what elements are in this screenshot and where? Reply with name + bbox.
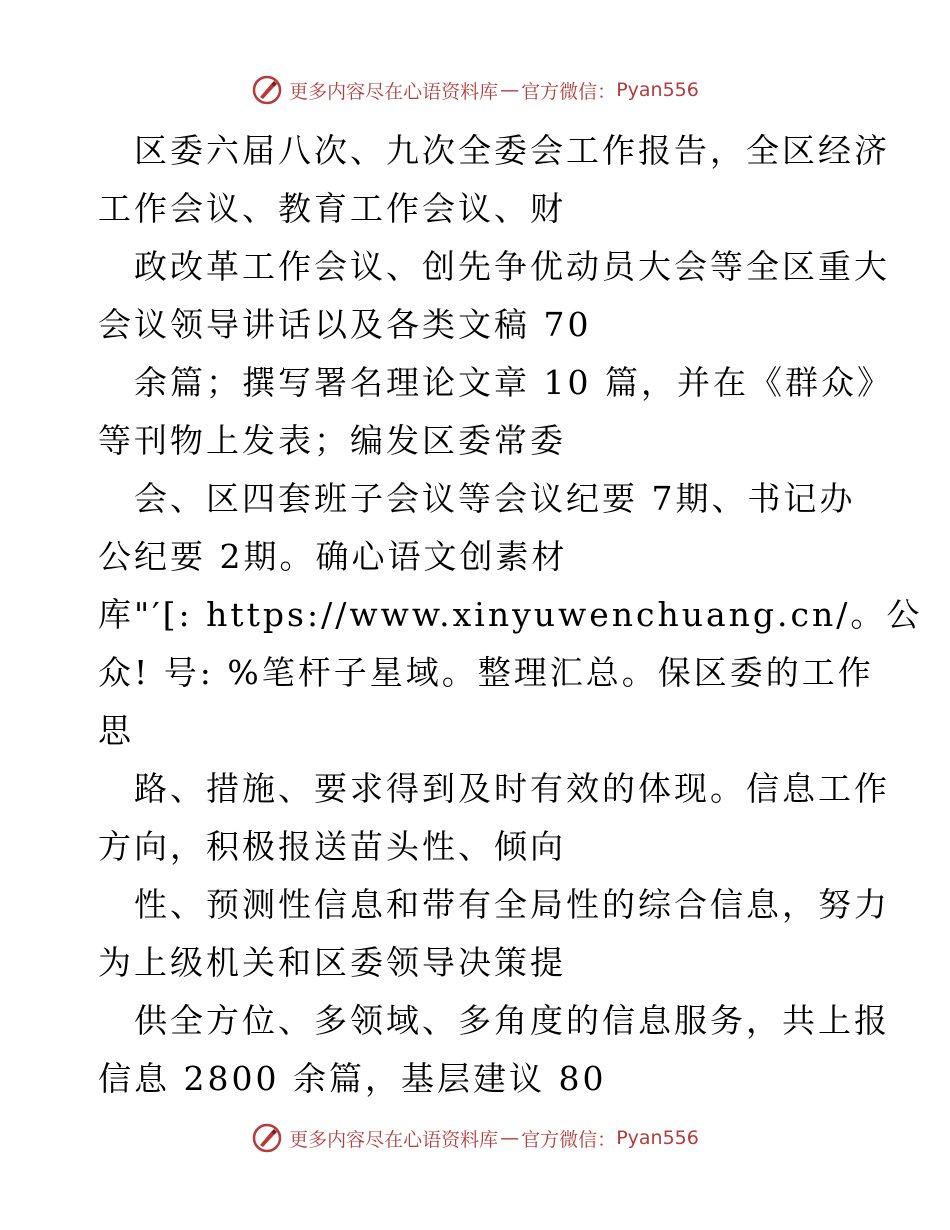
text-line-4: 会议领导讲话以及各类文稿 70 — [98, 305, 592, 344]
text-line-2: 工作会议、教育工作会议、财 — [98, 189, 566, 228]
text-line-16: 供全方位、多领域、多角度的信息服务，共上报 — [134, 1001, 890, 1040]
header-watermark — [0, 70, 950, 110]
pen-logo-icon — [251, 74, 283, 106]
watermark-separator: — — [500, 1127, 520, 1149]
watermark-wechat-id: Pyan556 — [616, 79, 699, 101]
text-line-12: 路、措施、要求得到及时有效的体现。信息工作 — [134, 769, 890, 808]
watermark-separator: — — [500, 79, 520, 101]
text-line-3: 政改革工作会议、创先争优动员大会等全区重大 — [134, 247, 890, 286]
watermark-main-text: 更多内容尽在心语资料库 — [289, 80, 499, 103]
document-body — [98, 122, 923, 1108]
text-line-14: 性、预测性信息和带有全局性的综合信息，努力 — [134, 885, 890, 924]
watermark-wechat-id: Pyan556 — [616, 1127, 699, 1149]
watermark-wechat-label: 官方微信： — [521, 80, 617, 103]
text-line-15: 为上级机关和区委领导决策提 — [98, 943, 566, 982]
text-line-13: 方向，积极报送苗头性、倾向 — [98, 827, 566, 866]
footer-watermark — [0, 1118, 950, 1158]
text-line-7: 会、区四套班子会议等会议纪要 7期、书记办 — [134, 479, 856, 518]
watermark-wechat-label: 官方微信： — [521, 1128, 617, 1151]
text-line-9: 库"′[: https://www.xinyuwenchuang.cn/。公 — [98, 595, 923, 634]
text-line-1: 区委六届八次、九次全委会工作报告，全区经济 — [134, 131, 890, 170]
text-line-11: 思 — [98, 711, 134, 750]
text-line-5: 余篇；撰写署名理论文章 10 篇，并在《群众》 — [134, 363, 893, 402]
watermark-main-text: 更多内容尽在心语资料库 — [289, 1128, 499, 1151]
pen-logo-icon — [251, 1122, 283, 1154]
text-line-6: 等刊物上发表；编发区委常委 — [98, 421, 566, 460]
text-line-17: 信息 2800 余篇，基层建议 80 — [98, 1059, 607, 1098]
text-line-8: 公纪要 2期。确心语文创素材 — [98, 537, 568, 576]
text-line-10: 众! 号: %笔杆子星域。整理汇总。保区委的工作 — [98, 653, 874, 692]
